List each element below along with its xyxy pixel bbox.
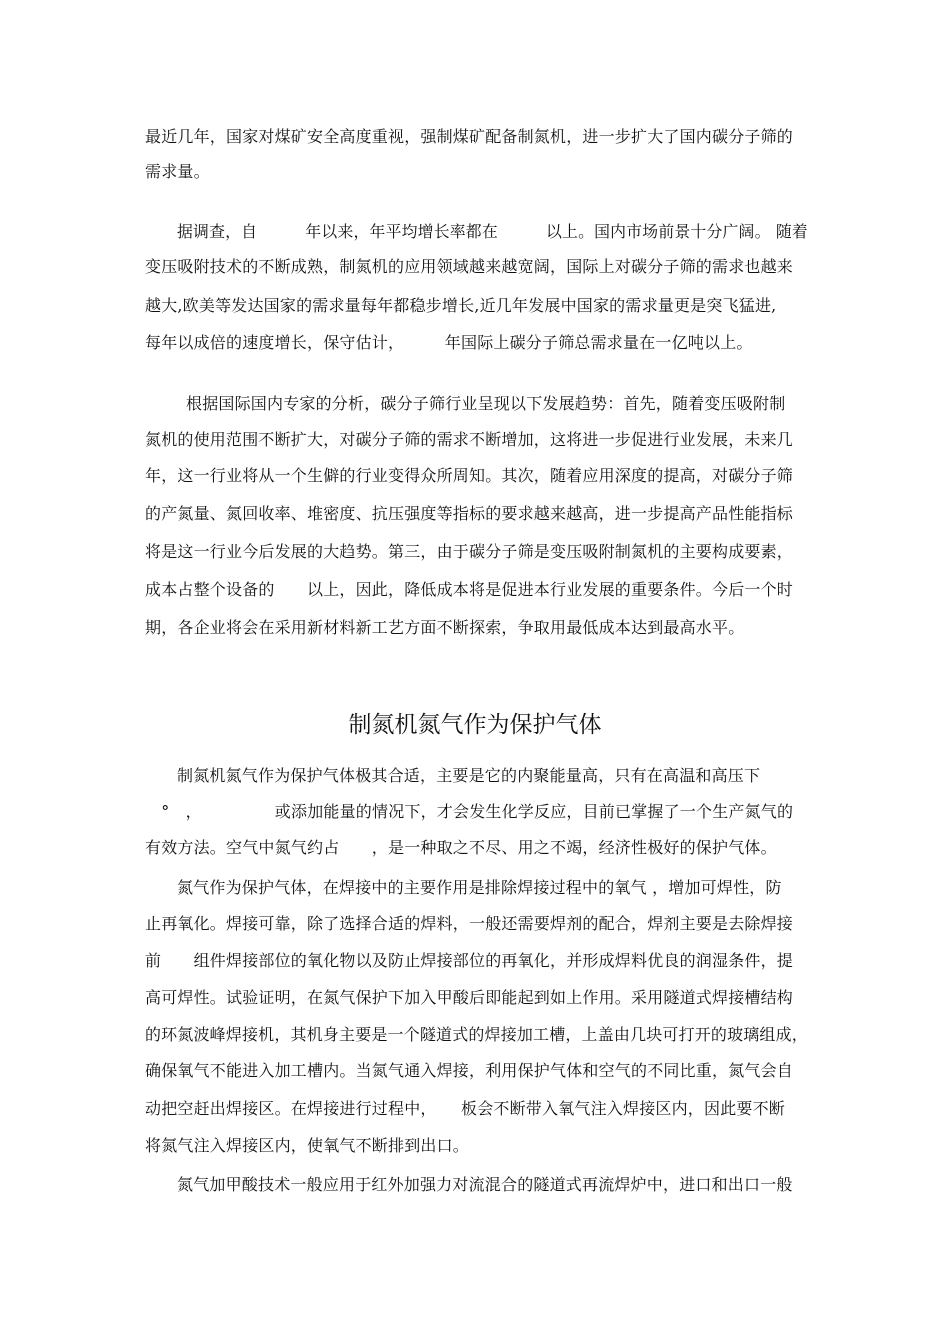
paragraph-4-line-2: ° ， 或添加能量的情况下，才会发生化学反应，目前已掌握了一个生产氮气的 <box>145 802 794 821</box>
paragraph-6-line-1: 氮气加甲酸技术一般应用于红外加强力对流混合的隧道式再流焊炉中，进口和出口一般 <box>177 1175 793 1194</box>
paragraph-3-line-6: 成本占整个设备的 以上，因此，降低成本将是促进本行业发展的重要条件。今后一个时 <box>145 580 794 599</box>
paragraph-5-line-6: 确保氧气不能进入加工槽内。当氮气通入焊接，利用保护气体和空气的不同比重，氮气会自 <box>145 1061 794 1080</box>
paragraph-3-line-3: 年，这一行业将从一个生僻的行业变得众所周知。其次，随着应用深度的提高，对碳分子筛 <box>145 466 794 485</box>
paragraph-5-line-1: 氮气作为保护气体，在焊接中的主要作用是排除焊接过程中的氧气 ，增加可焊性，防 <box>177 878 782 897</box>
section-title: 制氮机氮气作为保护气体 <box>348 712 602 738</box>
paragraph-2-line-4: 每年以成倍的速度增长，保守估计， 年国际上碳分子筛总需求量在一亿吨以上。 <box>145 333 753 352</box>
paragraph-2-line-2: 变压吸附技术的不断成熟，制氮机的应用领域越来越宽阔，国际上对碳分子筛的需求也越来 <box>145 257 794 276</box>
paragraph-5-line-3: 前 组件焊接部位的氧化物以及防止焊接部位的再氧化，并形成焊料优良的润湿条件，提 <box>145 951 794 970</box>
paragraph-5-line-4: 高可焊性。试验证明，在氮气保护下加入甲酸后即能起到如上作用。采用隧道式焊接槽结构 <box>145 988 794 1007</box>
paragraph-5-line-7: 动把空赶出焊接区。在焊接进行过程中， 板会不断带入氧气注入焊接区内，因此要不断 <box>145 1099 786 1118</box>
paragraph-2-line-3: 越大,欧美等发达国家的需求量每年都稳步增长,近几年发展中国家的需求量更是突飞猛进, <box>145 296 777 315</box>
paragraph-2-line-1: 据调查，自 年以来，年平均增长率都在 以上。国内市场前景十分广阔。 随着 <box>177 222 808 241</box>
paragraph-3-line-5: 将是这一行业今后发展的大趋势。第三，由于碳分子筛是变压吸附制氮机的主要构成要素， <box>145 542 794 561</box>
paragraph-1-line-2: 需求量。 <box>145 162 210 181</box>
paragraph-3-line-1: 根据国际国内专家的分析，碳分子筛行业呈现以下发展趋势：首先，随着变压吸附制 <box>186 394 786 413</box>
paragraph-5-line-2: 止再氧化。焊接可靠，除了选择合适的焊料，一般还需要焊剂的配合，焊剂主要是去除焊接 <box>145 914 794 933</box>
paragraph-3-line-7: 期，各企业将会在采用新材料新工艺方面不断探索，争取用最低成本达到最高水平。 <box>145 618 745 637</box>
paragraph-3-line-4: 的产氮量、氮回收率、堆密度、抗压强度等指标的要求越来越高，进一步提高产品性能指标 <box>145 504 794 523</box>
paragraph-5-line-8: 将氮气注入焊接区内，使氧气不断排到出口。 <box>145 1136 470 1155</box>
paragraph-4-line-3: 有效方法。空气中氮气约占 ，是一种取之不尽、用之不竭，经济性极好的保护气体。 <box>145 838 777 857</box>
paragraph-1-line-1: 最近几年，国家对煤矿安全高度重视，强制煤矿配备制氮机，进一步扩大了国内碳分子筛的 <box>145 127 794 146</box>
paragraph-4-line-1: 制氮机氮气作为保护气体极其合适，主要是它的内聚能量高，只有在高温和高压下 <box>177 766 761 785</box>
paragraph-3-line-2: 氮机的使用范围不断扩大，对碳分子筛的需求不断增加，这将进一步促进行业发展，未来几 <box>145 430 794 449</box>
paragraph-5-line-5: 的环氮波峰焊接机，其机身主要是一个隧道式的焊接加工槽，上盖由几块可打开的玻璃组成， <box>145 1025 808 1044</box>
